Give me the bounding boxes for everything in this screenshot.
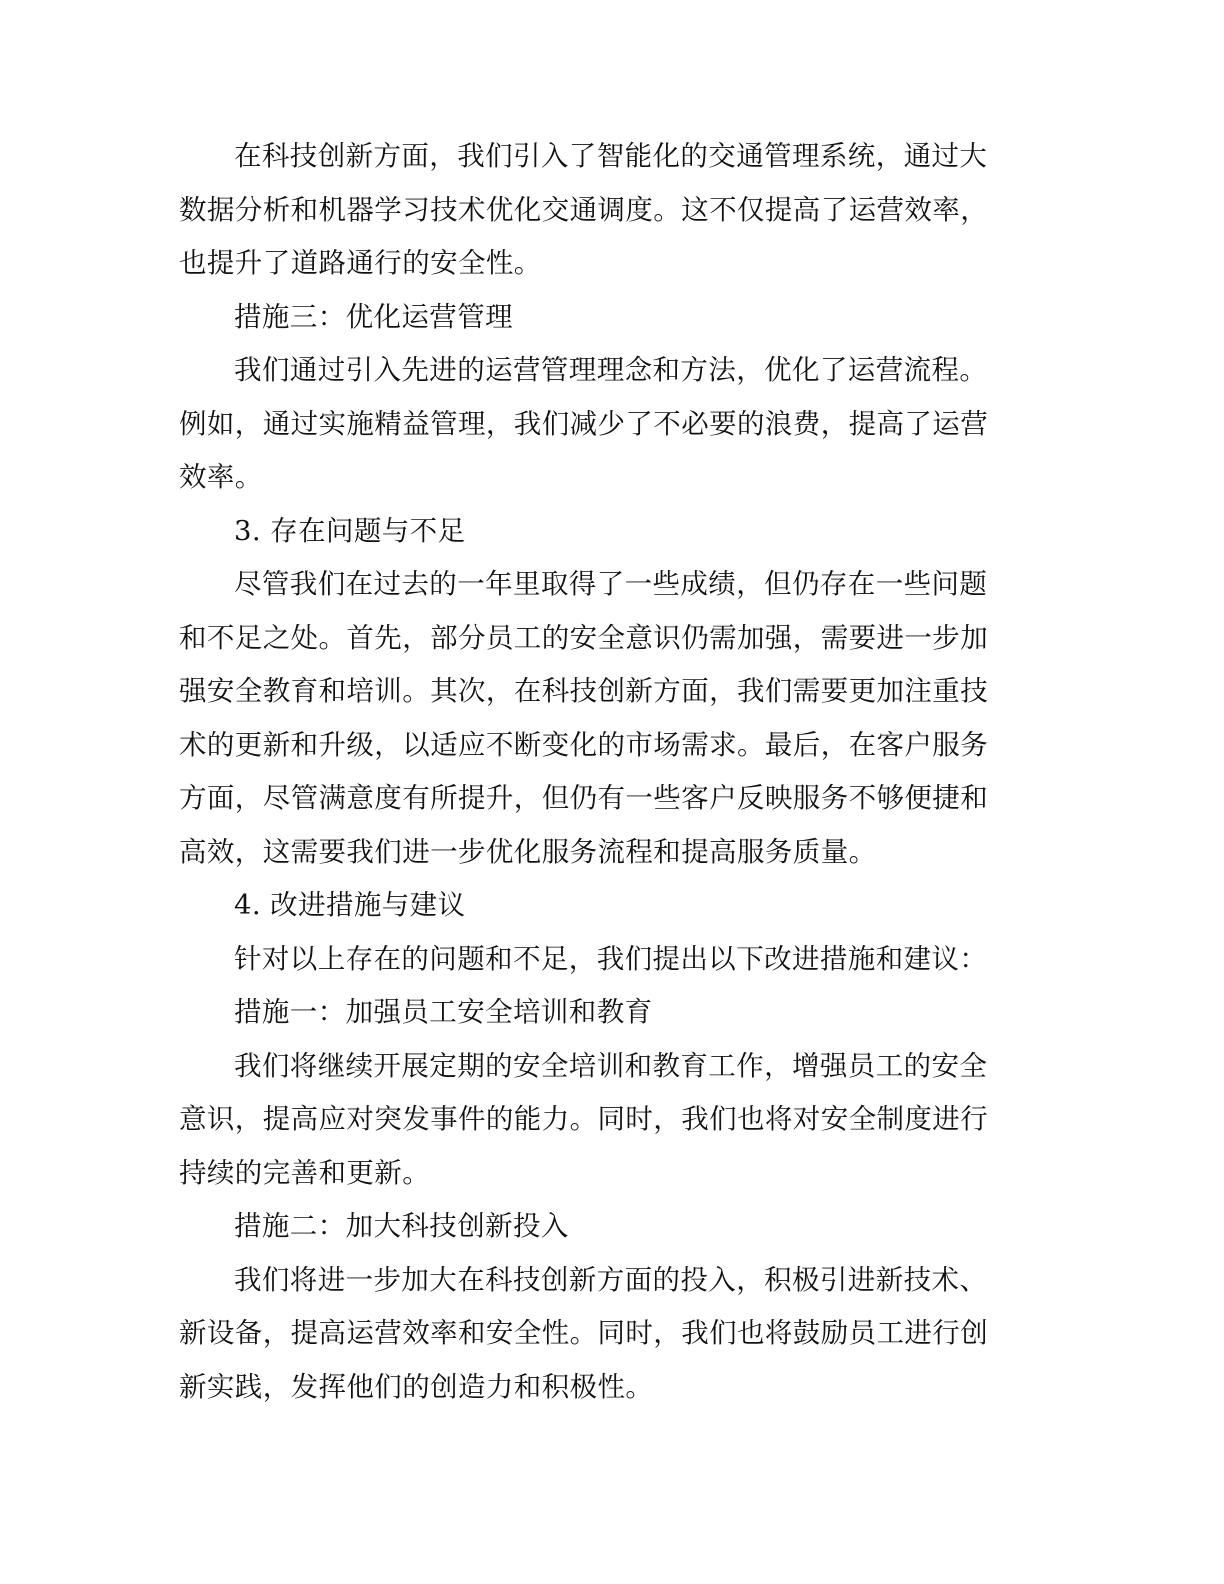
heading-measure-two: 措施二：加大科技创新投入 [234,1210,569,1242]
paragraph-safety-training: 我们将继续开展定期的安全培训和教育工作，增强员工的安全意识，提高应对突发事件的能力。同时，我们也将对安全制度进行持续的完善和更新。 [179,1049,989,1189]
section-heading-problems: 3. 存在问题与不足 [234,514,466,547]
heading-measure-one: 措施一：加强员工安全培训和教育 [234,996,653,1028]
heading-measure-three: 措施三：优化运营管理 [234,300,513,333]
document-body [179,130,1015,1414]
paragraph-problems: 尽管我们在过去的一年里取得了一些成绩，但仍存在一些问题和不足之处。首先，部分员工的安全意识仍需加强，需要进一步加强安全教育和培训。其次，在科技创新方面，我们需要更加注重技术的更新和升级，以适应不断变化的市场需求。最后，在客户服务方面，尽管满意度有所提升，但仍有一些客户反映服务不够便捷和高效，这需要我们进一步优化服务流程和提高服务质量。 [179,568,989,868]
paragraph-operations-management: 我们通过引入先进的运营管理理念和方法，优化了运营流程。例如，通过实施精益管理，我们减少了不必要的浪费，提高了运营效率。 [179,354,989,493]
paragraph-tech-innovation: 在科技创新方面，我们引入了智能化的交通管理系统，通过大数据分析和机器学习技术优化交通调度。这不仅提高了运营效率，也提升了道路通行的安全性。 [179,140,989,279]
paragraph-improvements-intro: 针对以上存在的问题和不足，我们提出以下改进措施和建议： [234,942,988,975]
paragraph-tech-investment: 我们将进一步加大在科技创新方面的投入，积极引进新技术、新设备，提高运营效率和安全性。同时，我们也将鼓励员工进行创新实践，发挥他们的创造力和积极性。 [179,1263,989,1403]
section-heading-improvements: 4. 改进措施与建议 [234,889,466,921]
